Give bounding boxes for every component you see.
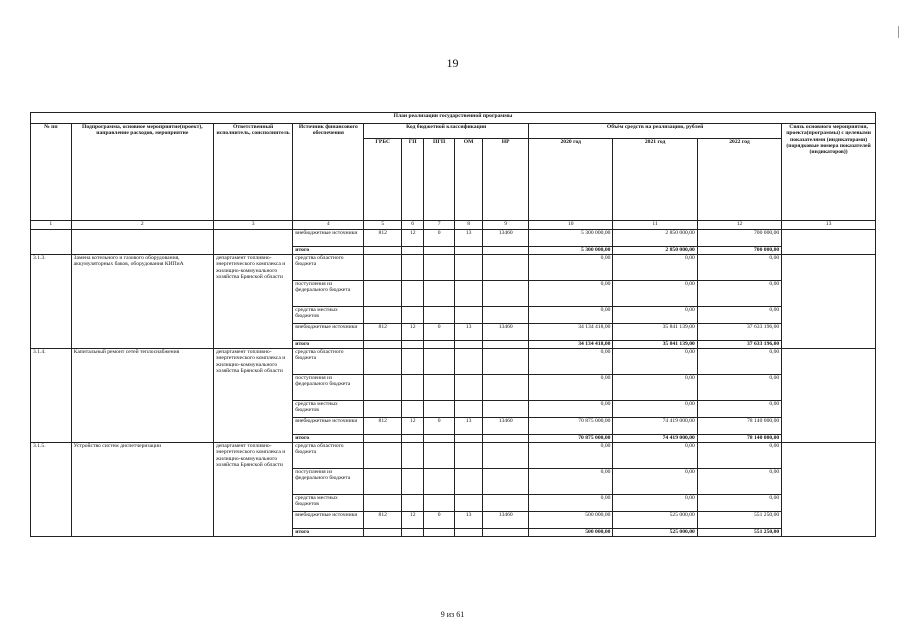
amount-2021-cell: 35 841 139,00 [613, 324, 697, 341]
amount-2021-cell: 0,00 [613, 443, 697, 469]
code-nr-cell: 13460 [483, 230, 529, 247]
column-number-row [31, 221, 876, 230]
col-number: 10 [529, 221, 613, 230]
col-number: 11 [613, 221, 697, 230]
item-number-cell: 3.1.3. [31, 255, 72, 349]
item-number-cell: 3.1.4. [31, 349, 72, 443]
code-gp-cell [402, 435, 424, 443]
source-cell: внебюджетные источники [293, 512, 364, 529]
amount-2020-cell: 500 000,00 [529, 512, 613, 529]
code-pgp-cell [424, 349, 454, 375]
amount-2020-cell: 34 134 418,00 [529, 324, 613, 341]
amount-2021-cell: 0,00 [613, 281, 697, 307]
header-link: Связь основного мероприятия, проекта(программы) с целевыми показателями (индикаторами) (порядковые номера показателей (индикаторов)) [782, 124, 876, 221]
code-pgp-cell: 0 [424, 324, 454, 341]
source-cell: поступления из федерального бюджета [293, 469, 364, 495]
indicator-link-cell [782, 230, 876, 255]
source-cell: итого [293, 341, 364, 349]
item-name-cell: Замена котельного и газового оборудования, аккумуляторных баков, оборудования КИПиА [71, 255, 213, 349]
code-grbs-cell: 812 [364, 324, 402, 341]
code-grbs-cell [364, 375, 402, 401]
col-number: 9 [483, 221, 529, 230]
amount-2021-cell: 0,00 [613, 495, 697, 512]
table-title-row [31, 113, 876, 124]
code-gp-cell [402, 255, 424, 281]
amount-2021-cell: 35 841 139,00 [613, 341, 697, 349]
code-grbs-cell [364, 349, 402, 375]
code-nr-cell [483, 495, 529, 512]
code-pgp-cell [424, 469, 454, 495]
code-nr-cell [483, 255, 529, 281]
amount-2022-cell: 78 140 000,00 [697, 435, 781, 443]
col-number: 1 [31, 221, 72, 230]
code-pgp-cell [424, 307, 454, 324]
code-gp-cell [402, 341, 424, 349]
amount-2021-cell: 0,00 [613, 469, 697, 495]
code-nr-cell [483, 281, 529, 307]
code-om-cell [454, 255, 482, 281]
header-gp: ГП [402, 139, 424, 221]
amount-2021-cell: 0,00 [613, 255, 697, 281]
header-num: № пп [31, 124, 72, 221]
amount-2020-cell: 70 875 000,00 [529, 435, 613, 443]
code-pgp-cell [424, 401, 454, 418]
col-number: 8 [454, 221, 482, 230]
amount-2022-cell: 700 000,00 [697, 247, 781, 255]
amount-2020-cell: 0,00 [529, 307, 613, 324]
amount-2021-cell: 525 000,00 [613, 512, 697, 529]
col-number: 3 [213, 221, 292, 230]
source-cell: внебюджетные источники [293, 324, 364, 341]
header-funds-group: Объём средств на реализацию, рублей [529, 124, 782, 139]
code-om-cell [454, 495, 482, 512]
code-om-cell [454, 349, 482, 375]
amount-2020-cell: 70 875 000,00 [529, 418, 613, 435]
amount-2022-cell: 0,00 [697, 495, 781, 512]
page-number: 19 [446, 56, 459, 70]
code-nr-cell: 13460 [483, 512, 529, 529]
code-gp-cell [402, 401, 424, 418]
table-title: План реализации государственной программы [31, 113, 876, 124]
source-cell: поступления из федерального бюджета [293, 281, 364, 307]
header-2022: 2022 год [697, 139, 781, 221]
code-gp-cell: 12 [402, 230, 424, 247]
code-grbs-cell [364, 247, 402, 255]
source-cell: поступления из федерального бюджета [293, 375, 364, 401]
code-om-cell [454, 281, 482, 307]
col-number: 4 [293, 221, 364, 230]
code-pgp-cell [424, 435, 454, 443]
item-name-cell: Капитальный ремонт сетей теплоснабжения [71, 349, 213, 443]
amount-2021-cell: 0,00 [613, 401, 697, 418]
indicator-link-cell [782, 349, 876, 443]
amount-2020-cell: 0,00 [529, 349, 613, 375]
header-2021: 2021 год [613, 139, 697, 221]
col-number: 7 [424, 221, 454, 230]
code-om-cell [454, 443, 482, 469]
col-number: 12 [697, 221, 781, 230]
code-nr-cell [483, 529, 529, 537]
source-cell: итого [293, 529, 364, 537]
source-cell: внебюджетные источники [293, 230, 364, 247]
amount-2021-cell: 0,00 [613, 307, 697, 324]
code-grbs-cell [364, 529, 402, 537]
amount-2020-cell: 0,00 [529, 255, 613, 281]
code-nr-cell [483, 469, 529, 495]
code-pgp-cell [424, 443, 454, 469]
code-gp-cell: 12 [402, 418, 424, 435]
code-grbs-cell [364, 307, 402, 324]
code-nr-cell [483, 443, 529, 469]
source-cell: средства областного бюджета [293, 349, 364, 375]
amount-2020-cell: 5 300 000,00 [529, 247, 613, 255]
amount-2020-cell: 500 000,00 [529, 529, 613, 537]
amount-2020-cell: 0,00 [529, 469, 613, 495]
col-number: 2 [71, 221, 213, 230]
source-cell: средства областного бюджета [293, 255, 364, 281]
header-row-1 [31, 124, 876, 139]
implementation-plan-table [30, 112, 876, 537]
code-grbs-cell [364, 281, 402, 307]
amount-2020-cell: 0,00 [529, 281, 613, 307]
amount-2020-cell: 5 300 000,00 [529, 230, 613, 247]
amount-2021-cell: 2 850 000,00 [613, 230, 697, 247]
code-om-cell [454, 435, 482, 443]
code-gp-cell [402, 469, 424, 495]
source-cell: итого [293, 247, 364, 255]
code-gp-cell [402, 495, 424, 512]
code-nr-cell [483, 247, 529, 255]
header-2020: 2020 год [529, 139, 613, 221]
code-gp-cell [402, 349, 424, 375]
code-grbs-cell [364, 341, 402, 349]
code-nr-cell [483, 307, 529, 324]
code-gp-cell [402, 307, 424, 324]
code-grbs-cell [364, 469, 402, 495]
col-number: 5 [364, 221, 402, 230]
amount-2022-cell: 37 633 196,00 [697, 324, 781, 341]
code-gp-cell [402, 529, 424, 537]
code-pgp-cell: 0 [424, 512, 454, 529]
code-gp-cell [402, 375, 424, 401]
header-budget-code-group: Код бюджетной классификации [364, 124, 529, 139]
funding-row [31, 443, 876, 469]
code-grbs-cell [364, 495, 402, 512]
executor-cell: департамент топливно-энергетического комплекса и жилищно-коммунального хозяйства Брянской области [213, 255, 292, 349]
amount-2022-cell: 700 000,00 [697, 230, 781, 247]
col-number: 13 [782, 221, 876, 230]
header-executor: Ответственный исполнитель, соисполнитель [213, 124, 292, 221]
amount-2020-cell: 0,00 [529, 443, 613, 469]
amount-2022-cell: 37 633 196,00 [697, 341, 781, 349]
code-om-cell [454, 341, 482, 349]
code-grbs-cell: 812 [364, 512, 402, 529]
code-pgp-cell [424, 255, 454, 281]
amount-2020-cell: 0,00 [529, 375, 613, 401]
source-cell: внебюджетные источники [293, 418, 364, 435]
code-nr-cell [483, 435, 529, 443]
code-om-cell: 13 [454, 324, 482, 341]
amount-2022-cell: 0,00 [697, 255, 781, 281]
header-grbs: ГРБС [364, 139, 402, 221]
code-gp-cell [402, 247, 424, 255]
code-gp-cell: 12 [402, 512, 424, 529]
code-om-cell [454, 247, 482, 255]
code-om-cell [454, 401, 482, 418]
code-nr-cell [483, 349, 529, 375]
code-nr-cell [483, 375, 529, 401]
amount-2020-cell: 0,00 [529, 495, 613, 512]
code-pgp-cell: 0 [424, 418, 454, 435]
header-subprogram: Подпрограмма, основное мероприятие(проект), направление расходов, мероприятие [71, 124, 213, 221]
header-pgp: ПГП [424, 139, 454, 221]
amount-2021-cell: 2 850 000,00 [613, 247, 697, 255]
amount-2021-cell: 525 000,00 [613, 529, 697, 537]
item-name-cell: Устройство систем диспетчеризации [71, 443, 213, 537]
amount-2022-cell: 0,00 [697, 375, 781, 401]
header-om: ОМ [454, 139, 482, 221]
code-grbs-cell [364, 401, 402, 418]
header-nr: НР [483, 139, 529, 221]
code-nr-cell [483, 341, 529, 349]
code-nr-cell: 13460 [483, 324, 529, 341]
funding-row [31, 349, 876, 375]
code-pgp-cell [424, 529, 454, 537]
code-grbs-cell: 812 [364, 418, 402, 435]
amount-2022-cell: 551 250,00 [697, 529, 781, 537]
code-pgp-cell [424, 495, 454, 512]
executor-cell: департамент топливно-энергетического комплекса и жилищно-коммунального хозяйства Брянской области [213, 443, 292, 537]
code-om-cell [454, 469, 482, 495]
code-gp-cell [402, 443, 424, 469]
amount-2022-cell: 551 250,00 [697, 512, 781, 529]
amount-2022-cell: 0,00 [697, 281, 781, 307]
code-grbs-cell [364, 435, 402, 443]
amount-2022-cell: 0,00 [697, 443, 781, 469]
code-grbs-cell: 812 [364, 230, 402, 247]
amount-2020-cell: 0,00 [529, 401, 613, 418]
amount-2022-cell: 0,00 [697, 401, 781, 418]
code-nr-cell [483, 401, 529, 418]
source-cell: средства местных бюджетов [293, 307, 364, 324]
code-om-cell: 13 [454, 512, 482, 529]
code-grbs-cell [364, 255, 402, 281]
code-gp-cell: 12 [402, 324, 424, 341]
scan-edge-mark [898, 26, 899, 38]
amount-2022-cell: 0,00 [697, 469, 781, 495]
item-number-cell: 3.1.5. [31, 443, 72, 537]
amount-2022-cell: 78 140 000,00 [697, 418, 781, 435]
header-source: Источник финансового обеспечения [293, 124, 364, 221]
amount-2021-cell: 0,00 [613, 375, 697, 401]
funding-row [31, 255, 876, 281]
code-om-cell [454, 375, 482, 401]
amount-2022-cell: 0,00 [697, 307, 781, 324]
executor-cell: департамент топливно-энергетического комплекса и жилищно-коммунального хозяйства Брянской области [213, 349, 292, 443]
col-number: 6 [402, 221, 424, 230]
executor-cell [213, 230, 292, 255]
indicator-link-cell [782, 443, 876, 537]
amount-2021-cell: 0,00 [613, 349, 697, 375]
funding-row [31, 230, 876, 247]
code-om-cell: 13 [454, 230, 482, 247]
code-pgp-cell: 0 [424, 230, 454, 247]
source-cell: средства местных бюджетов [293, 495, 364, 512]
amount-2021-cell: 74 419 000,00 [613, 435, 697, 443]
code-om-cell [454, 529, 482, 537]
amount-2022-cell: 0,00 [697, 349, 781, 375]
item-name-cell [71, 230, 213, 255]
code-pgp-cell [424, 247, 454, 255]
amount-2020-cell: 34 134 418,00 [529, 341, 613, 349]
code-pgp-cell [424, 281, 454, 307]
page-footer: 9 из 61 [440, 610, 465, 619]
source-cell: итого [293, 435, 364, 443]
amount-2021-cell: 74 419 000,00 [613, 418, 697, 435]
code-om-cell: 13 [454, 418, 482, 435]
code-om-cell [454, 307, 482, 324]
indicator-link-cell [782, 255, 876, 349]
source-cell: средства областного бюджета [293, 443, 364, 469]
code-pgp-cell [424, 375, 454, 401]
code-nr-cell: 13460 [483, 418, 529, 435]
item-number-cell [31, 230, 72, 255]
code-pgp-cell [424, 341, 454, 349]
code-grbs-cell [364, 443, 402, 469]
code-gp-cell [402, 281, 424, 307]
source-cell: средства местных бюджетов [293, 401, 364, 418]
